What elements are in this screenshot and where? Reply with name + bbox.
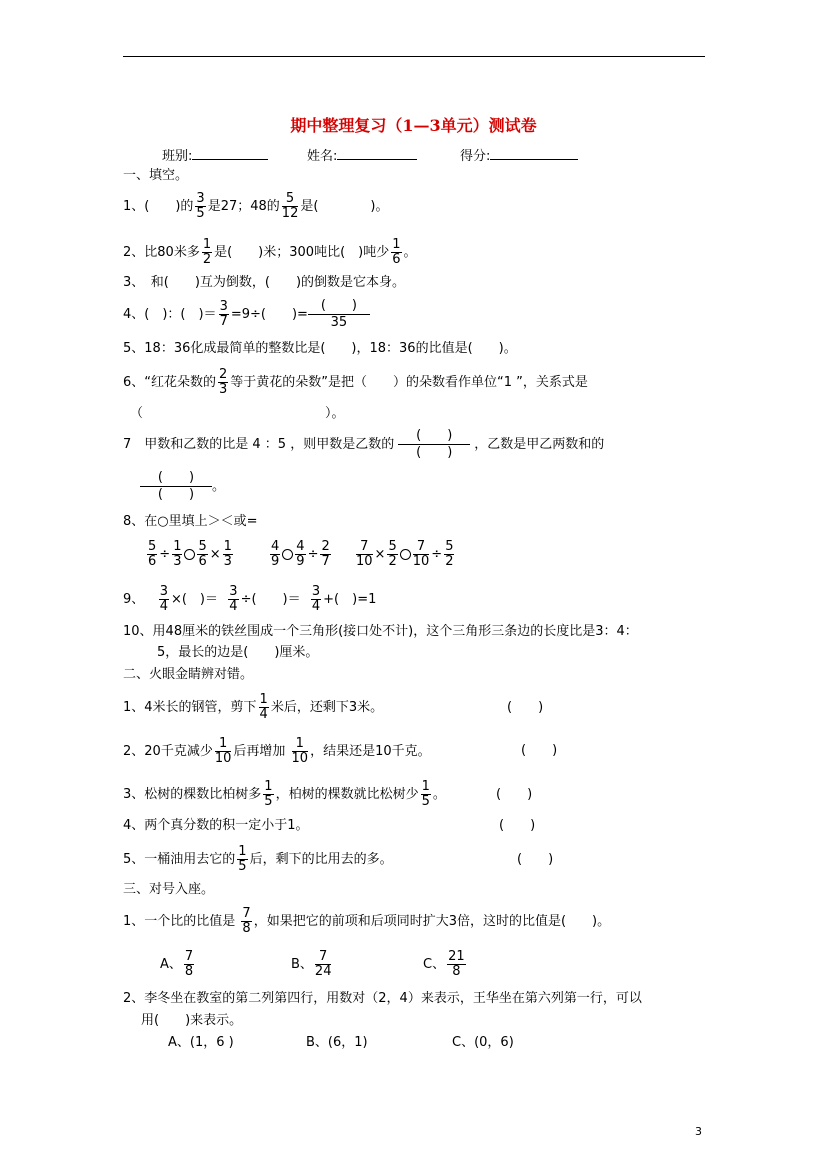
s3-q1-option-a[interactable]: [160, 950, 196, 979]
text: 2、20千克减少: [123, 744, 213, 759]
fraction: [147, 540, 157, 569]
fraction: [308, 298, 370, 331]
fraction: [223, 540, 233, 569]
operator: ÷: [307, 547, 319, 562]
num: 1: [392, 237, 401, 252]
operator: ÷: [431, 547, 443, 562]
den: 5: [196, 206, 205, 221]
text: ，如果把它的前项和后项同时扩大3倍，这时的比值是( )。: [253, 914, 611, 929]
option-label: A、: [160, 957, 182, 972]
den: 10: [412, 554, 430, 569]
s1-q6: [123, 368, 588, 397]
text: 等于黄花的朵数”是把（ ）的朵数看作单位“1 ”，关系式是: [230, 375, 588, 390]
fraction: [228, 585, 238, 614]
s2-q1-answer[interactable]: ( ): [507, 700, 544, 715]
fraction: [398, 428, 470, 461]
operator: ×: [209, 547, 221, 562]
s1-q6-cont: （ ）。: [130, 406, 345, 421]
s1-q7: [123, 428, 604, 461]
fraction: [202, 238, 212, 267]
operator: ÷: [159, 547, 171, 562]
fraction: [259, 693, 269, 722]
compare-circle[interactable]: [282, 549, 293, 560]
num: 5: [198, 539, 207, 554]
den: ( ): [157, 487, 195, 502]
num: 4: [296, 539, 305, 554]
den: 9: [271, 554, 280, 569]
den: 8: [184, 964, 194, 979]
text: 4、( )：( )＝: [123, 307, 217, 322]
section3-heading: 三、对号入座。: [123, 882, 215, 897]
fraction: [263, 780, 273, 809]
fraction: [356, 540, 373, 569]
fraction: [159, 585, 169, 614]
num: ( ): [308, 298, 370, 315]
text: =9÷( )=: [230, 307, 308, 322]
num: 7: [242, 906, 251, 921]
num: 3: [196, 191, 205, 206]
num: 2: [219, 367, 228, 382]
num: 7: [413, 540, 430, 555]
num: 3: [229, 584, 238, 599]
s1-q7-cont: [140, 470, 225, 503]
den: 12: [281, 206, 299, 221]
fraction: [195, 192, 205, 221]
s2-q2-answer[interactable]: ( ): [521, 743, 558, 758]
num: 4: [271, 539, 280, 554]
s1-q1: [123, 192, 389, 221]
fraction: [218, 368, 228, 397]
num: 7: [315, 950, 332, 965]
name-field: [307, 147, 417, 165]
num: 7: [184, 949, 194, 964]
s1-q8-item3: [354, 540, 456, 569]
den: 6: [392, 252, 401, 267]
class-label: 班别:: [162, 149, 193, 164]
header-rule: [123, 56, 705, 57]
den: 9: [296, 554, 305, 569]
s3-q2-option-a[interactable]: A、(1，6 ): [168, 1035, 234, 1050]
text: ，结果还是10千克。: [310, 744, 431, 759]
den: 3: [223, 554, 232, 569]
num: 1: [173, 539, 182, 554]
den: 2: [388, 554, 397, 569]
text: 米后，还剩下3米。: [270, 700, 384, 715]
fraction: [391, 238, 401, 267]
fraction: [444, 540, 454, 569]
text: +( )=1: [323, 592, 377, 607]
num: 2: [321, 539, 330, 554]
fraction: [172, 540, 182, 569]
den: 6: [148, 554, 157, 569]
den: 8: [452, 964, 461, 979]
s1-q9: [123, 585, 376, 614]
fraction: [219, 300, 229, 329]
s2-q1: [123, 693, 383, 722]
fraction: [184, 950, 194, 979]
class-field: [162, 147, 268, 165]
fraction: [282, 192, 299, 221]
num: 5: [282, 192, 299, 207]
text: 5、一桶油用去它的: [123, 852, 236, 867]
den: 10: [214, 751, 232, 766]
den: 3: [219, 382, 228, 397]
s1-q10-cont: 5，最长的边是( )厘米。: [157, 645, 319, 660]
s2-q4-answer[interactable]: ( ): [499, 818, 536, 833]
den: 24: [314, 964, 332, 979]
den: 5: [264, 794, 273, 809]
num: 5: [148, 539, 157, 554]
fraction: [292, 737, 309, 766]
text: 1、4米长的钢管，剪下: [123, 700, 257, 715]
num: 1: [215, 737, 232, 752]
num: 1: [223, 539, 232, 554]
score-label: 得分:: [460, 149, 491, 164]
num: ( ): [140, 470, 212, 487]
s3-q2-cont: 用( )来表示。: [141, 1013, 243, 1028]
den: 10: [291, 751, 309, 766]
compare-circle[interactable]: [184, 549, 195, 560]
s2-q3-answer[interactable]: ( ): [496, 787, 533, 802]
num: 1: [421, 779, 430, 794]
s2-q3: [123, 780, 446, 809]
den: 4: [311, 599, 321, 614]
text: 。: [403, 245, 417, 260]
den: 4: [229, 599, 238, 614]
s2-q4: 4、两个真分数的积一定小于1。: [123, 818, 309, 833]
den: 7: [219, 314, 228, 329]
text: 3、松树的棵数比柏树多: [123, 787, 262, 802]
num: 21: [448, 949, 465, 964]
text: 1、一个比的比值是: [123, 914, 236, 929]
num: ( ): [398, 428, 470, 445]
text: 是( )米；300吨比( )吨少: [214, 245, 390, 260]
s2-q2: [123, 737, 431, 766]
den: 4: [259, 707, 268, 722]
section2-heading: 二、火眼金睛辨对错。: [123, 667, 254, 682]
text: 。: [432, 787, 446, 802]
text: 7 甲数和乙数的比是 4 ：5 ，则甲数是乙数的: [123, 437, 395, 452]
s1-q4: [123, 298, 370, 331]
page-title: 期中整理复习（1—3单元）测试卷: [290, 116, 537, 135]
fraction: [270, 540, 280, 569]
section1-heading: 一、填空。: [123, 168, 189, 183]
s1-q5: 5、18：36化成最简单的整数比是( )，18：36的比值是( )。: [123, 341, 517, 356]
s3-q2-option-b[interactable]: B、(6，1): [306, 1035, 368, 1050]
text: 后，剩下的比用去的多。: [249, 852, 393, 867]
den: 3: [173, 554, 182, 569]
s1-q3: 3、 和( )互为倒数，( )的倒数是它本身。: [123, 275, 406, 290]
s1-q8-item1: [145, 540, 235, 569]
den: 5: [421, 794, 430, 809]
text: 9、: [123, 592, 145, 607]
text: 后再增加: [233, 744, 286, 759]
compare-circle[interactable]: [400, 549, 411, 560]
fraction: [197, 540, 207, 569]
den: 7: [321, 554, 330, 569]
den: 35: [330, 315, 348, 330]
s3-q2-option-c[interactable]: C、(0，6): [452, 1035, 514, 1050]
num: 3: [219, 299, 228, 314]
name-blank[interactable]: [337, 147, 417, 160]
fraction: [315, 950, 332, 979]
den: 10: [356, 554, 373, 569]
s1-q8-item2: [268, 540, 333, 569]
fraction: [295, 540, 305, 569]
score-field: [460, 147, 578, 165]
text: ，乙数是甲乙两数和的: [474, 437, 605, 452]
den: 2: [202, 252, 212, 267]
text: ×( )＝: [170, 592, 219, 607]
num: 7: [356, 540, 373, 555]
fraction: [447, 950, 466, 979]
den: 6: [198, 554, 207, 569]
num: 1: [264, 779, 273, 794]
num: 3: [159, 584, 168, 599]
text: 。: [212, 479, 226, 494]
option-label: C、: [423, 957, 446, 972]
s3-q2: 2、李冬坐在教室的第二列第四行，用数对（2，4）来表示，王华坐在第六列第一行，可以: [123, 991, 642, 1006]
den: 2: [445, 554, 454, 569]
den: 8: [242, 921, 251, 936]
text: 2、比80米多: [123, 245, 200, 260]
den: 4: [159, 599, 168, 614]
text: 6、“红花朵数的: [123, 375, 217, 390]
text: ÷( )＝: [240, 592, 301, 607]
fraction: [387, 540, 397, 569]
text: 是27；48的: [207, 199, 280, 214]
s3-q1-option-c[interactable]: [423, 950, 468, 979]
num: 5: [445, 539, 454, 554]
num: 1: [238, 844, 247, 859]
s2-q5: [123, 845, 393, 874]
name-label: 姓名:: [307, 149, 338, 164]
num: 1: [292, 737, 309, 752]
s2-q5-answer[interactable]: ( ): [517, 852, 554, 867]
class-blank[interactable]: [192, 147, 268, 160]
s1-q8-heading: 8、在○里填上＞＜或=: [123, 514, 258, 529]
text: 是( )。: [300, 199, 389, 214]
fraction: [215, 737, 232, 766]
num: 3: [311, 584, 321, 599]
fraction: [413, 540, 430, 569]
den: ( ): [416, 445, 453, 460]
fraction: [311, 585, 321, 614]
fraction: [421, 780, 431, 809]
s3-q1: [123, 907, 610, 936]
fraction: [140, 470, 212, 503]
page-number: 3: [695, 1125, 702, 1138]
operator: ×: [374, 547, 386, 562]
s3-q1-option-b[interactable]: [291, 950, 333, 979]
num: 5: [388, 539, 397, 554]
score-blank[interactable]: [490, 147, 578, 160]
text: 1、( )的: [123, 199, 194, 214]
option-label: B、: [291, 957, 313, 972]
num: 1: [259, 692, 268, 707]
fraction: [320, 540, 330, 569]
text: ，柏树的棵数就比松树少: [275, 787, 419, 802]
den: 5: [238, 859, 247, 874]
s1-q2: [123, 238, 417, 267]
fraction: [237, 845, 247, 874]
fraction: [241, 907, 251, 936]
num: 1: [202, 237, 212, 252]
s1-q10: 10、用48厘米的铁丝围成一个三角形(接口处不计)，这个三角形三条边的长度比是3：4：: [123, 624, 638, 639]
